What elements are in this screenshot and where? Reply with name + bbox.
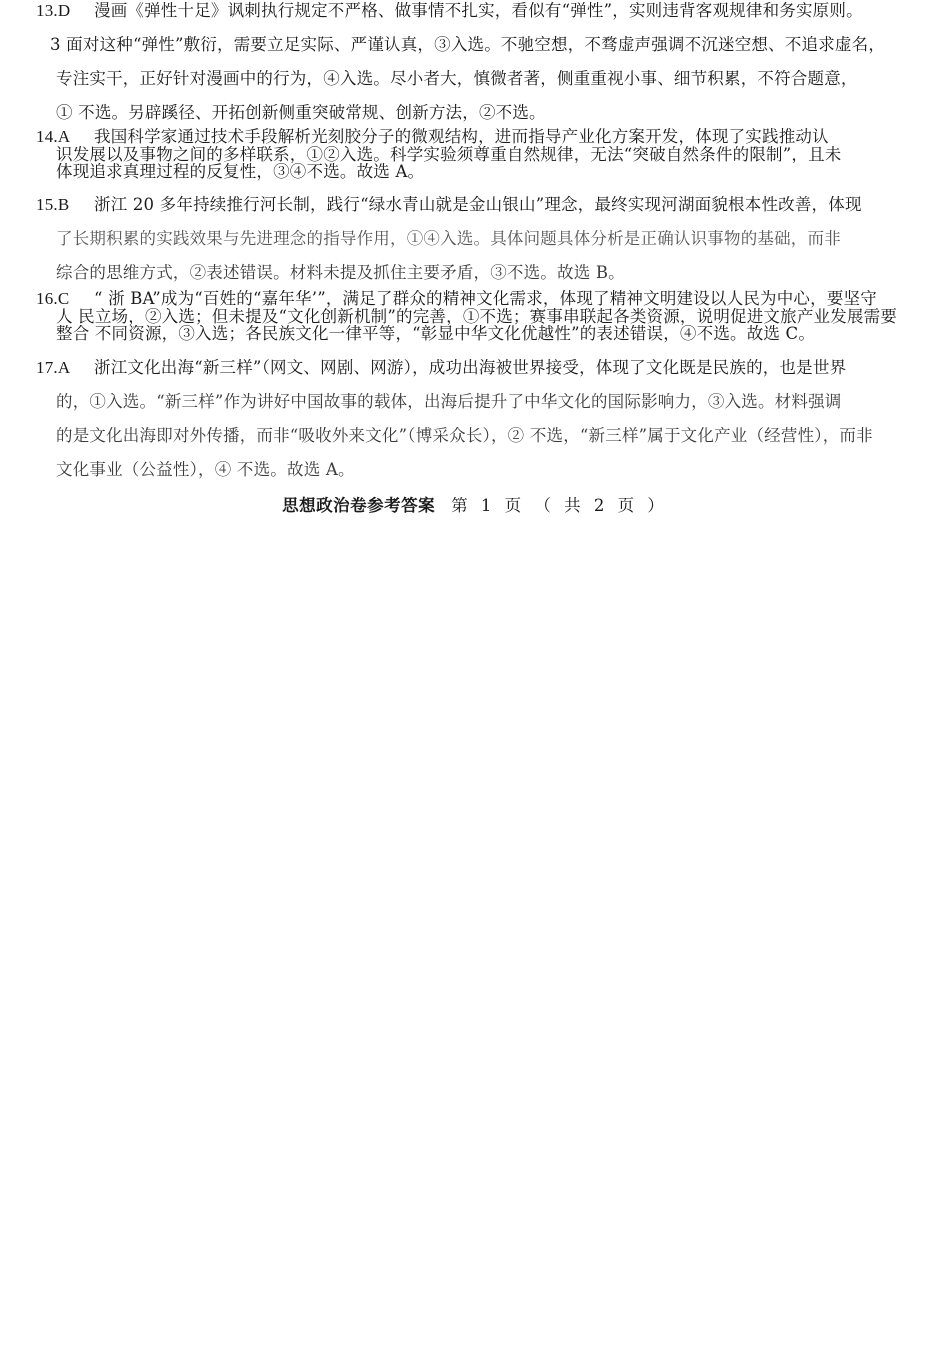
answer-number: 13.D — [36, 1, 71, 20]
answer-line: 的，①入选。“新三样”作为讲好中国故事的载体，出海后提升了中华文化的国际影响力，③入选。材料强调 — [56, 392, 842, 411]
answer-number: 16.C — [36, 290, 70, 308]
answer-line: 3 面对这种“弹性”敷衍，需要立足实际、严谨认真，③入选。不驰空想，不骛虚声强调不沉迷空想、不追求虚名， — [50, 35, 886, 54]
footer-page-info: 第 1 页 （ 共 2 页 ） — [451, 496, 668, 515]
answer-line — [36, 290, 912, 308]
answer-item-13 — [36, 0, 912, 130]
answer-line — [36, 0, 912, 28]
footer-title: 思想政治卷参考答案 — [282, 496, 436, 515]
answer-line — [36, 188, 912, 222]
answer-text: 我国科学家通过技术手段解析光刻胶分子的微观结构，进而指导产业化方案开发，体现了实践推动认 — [94, 128, 829, 146]
answer-text: 浙江文化出海“新三样”（网文、网剧、网游），成功出海被世界接受，体现了文化既是民族的，也是世界 — [94, 358, 847, 377]
answer-line: 专注实干，正好针对漫画中的行为，④入选。尽小者大，慎微者著，侧重重视小事、细节积累，不符合题意， — [56, 69, 858, 88]
answer-line: 整合 不同资源，③入选；各民族文化一律平等，“彰显中华文化优越性”的表述错误，④不选。故选 C。 — [56, 325, 816, 343]
answer-item-15 — [36, 188, 912, 290]
answer-item-17 — [36, 351, 912, 487]
answer-line: 识发展以及事物之间的多样联系，①②入选。科学实验须尊重自然规律，无法“突破自然条件的限制”，且未 — [56, 145, 842, 163]
answer-item-16 — [36, 290, 912, 343]
answer-number: 17.A — [36, 358, 71, 377]
answer-item-14 — [36, 128, 912, 181]
answer-number: 15.B — [36, 195, 70, 214]
answer-line: ① 不选。另辟蹊径、开拓创新侧重突破常规、创新方法，②不选。 — [56, 103, 546, 122]
answer-line — [36, 128, 912, 146]
page-footer — [0, 494, 950, 518]
answer-text: 漫画《弹性十足》讽刺执行规定不严格、做事情不扎实，看似有“弹性”，实则违背客观规律和务实原则。 — [94, 1, 863, 20]
answer-text: “ 浙 BA”成为“百姓的“嘉年华’”，满足了群众的精神文化需求，体现了精神文明建设以人民为中心，要坚守 — [94, 290, 877, 308]
answer-line: 综合的思维方式，②表述错误。材料未提及抓住主要矛盾，③不选。故选 B。 — [56, 263, 625, 282]
answer-line: 的是文化出海即对外传播，而非“吸收外来文化”（博采众长），② 不选，“新三样”属于文化产业（经营性），而非 — [56, 426, 873, 445]
answer-line: 了长期积累的实践效果与先进理念的指导作用，①④入选。具体问题具体分析是正确认识事物的基础，而非 — [56, 229, 841, 248]
answer-line: 文化事业（公益性），④ 不选。故选 A。 — [56, 460, 355, 479]
answer-line: 人 民立场，②入选；但未提及“文化创新机制”的完善，①不选；赛事串联起各类资源，说明促进文旅产业发展需要 — [56, 307, 898, 325]
answer-number: 14.A — [36, 128, 71, 146]
answer-text: 浙江 20 多年持续推行河长制，践行“绿水青山就是金山银山”理念，最终实现河湖面貌根本性改善，体现 — [94, 195, 862, 214]
answer-line: 体现追求真理过程的反复性，③④不选。故选 A。 — [56, 163, 425, 181]
answer-line — [36, 351, 912, 385]
